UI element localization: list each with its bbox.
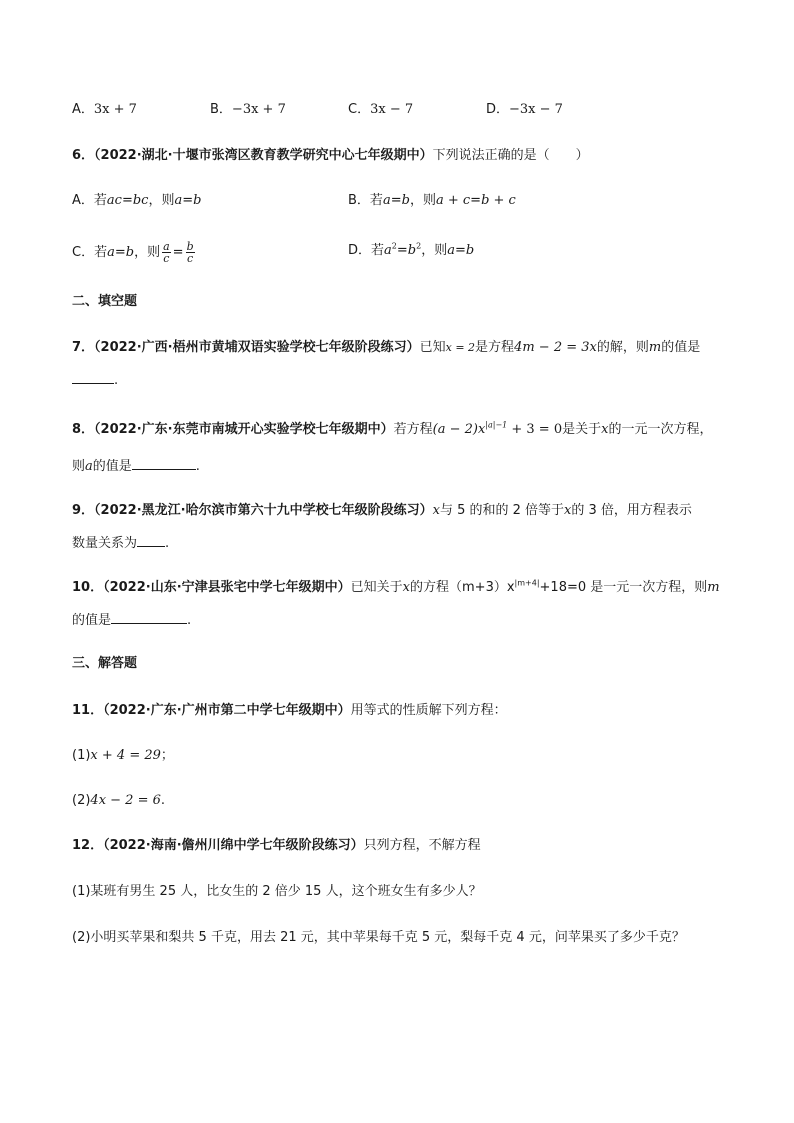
q6-option-a[interactable]: A．若ac=bc，则a=b xyxy=(72,193,202,208)
q6-c-fraction-2: $\frac{b}{c}$ xyxy=(186,240,194,265)
q5-option-b-expr: −3x + 7 xyxy=(231,102,286,117)
q6-source: （2022·湖北·十堰市张湾区教育教学研究中心七年级期中） xyxy=(94,148,433,163)
section-title-fill-in: 二、填空题 xyxy=(72,294,138,309)
q6-stem xyxy=(72,146,589,166)
q8-answer-blank[interactable] xyxy=(132,456,196,470)
q5-option-c-expr: 3x − 7 xyxy=(370,102,414,117)
q10-answer-line: 的值是 . xyxy=(72,610,191,631)
q11-stem: 11．（2022·广东·广州市第二中学七年级期中）用等式的性质解下列方程： xyxy=(72,703,507,718)
q6-option-d[interactable]: D．若$a^2=b^2$，则a=b xyxy=(348,241,475,258)
q11-part-2: (2)4x − 2 = 6. xyxy=(72,793,166,808)
q9-stem: 9．（2022·黑龙江·哈尔滨市第六十九中学校七年级阶段练习）x与 5 的和的 2 倍等于x的 3 倍，用方程表示 xyxy=(72,503,692,518)
q12-stem: 12．（2022·海南·儋州川绵中学七年级阶段练习）只列方程，不解方程 xyxy=(72,838,481,853)
q8-answer-line: 则a的值是 . xyxy=(72,456,200,477)
q5-option-d[interactable]: D．−3x − 7 xyxy=(486,102,563,117)
q5-option-c[interactable]: C．3x − 7 xyxy=(348,102,414,117)
q5-option-a-expr: 3x + 7 xyxy=(93,102,137,117)
section-title-solve: 三、解答题 xyxy=(72,656,138,671)
q12-part-2: (2)小明买苹果和梨共 5 千克，用去 21 元，其中苹果每千克 5 元，梨每千克 4 元，问苹果买了多少千克？ xyxy=(72,930,685,945)
q8-stem: 8．（2022·广东·东莞市南城开心实验学校七年级期中）若方程$(a - 2)x^{|a|-1} + 3 = 0$是关于x的一元一次方程， xyxy=(72,420,713,437)
q6-number: 6． xyxy=(72,148,95,163)
q5-option-d-expr: −3x − 7 xyxy=(509,102,563,117)
q10-answer-blank[interactable] xyxy=(111,610,187,624)
q12-part-1: (1)某班有男生 25 人，比女生的 2 倍少 15 人，这个班女生有多少人？ xyxy=(72,884,482,899)
q9-answer-line: 数量关系为 . xyxy=(72,533,169,554)
q11-part-1: (1)x + 4 = 29； xyxy=(72,748,174,763)
q7-stem: 7．（2022·广西·梧州市黄埔双语实验学校七年级阶段练习）已知x = 2是方程4m − 2 = 3x的解，则m的值是 xyxy=(72,340,701,355)
q6-c-fraction-1: $\frac{a}{c}$ xyxy=(163,240,170,265)
q5-option-a[interactable]: A．3x + 7 xyxy=(72,102,137,117)
q6-option-c[interactable]: C．若a=b，则 $\frac{a}{c}$ = $\frac{b}{c}$ xyxy=(72,240,194,265)
q6-option-b[interactable]: B．若a=b，则a + c=b + c xyxy=(348,193,516,208)
q7-answer-line: . xyxy=(72,370,118,391)
q9-answer-blank[interactable] xyxy=(137,533,165,547)
q6-question: 下列说法正确的是（ ） xyxy=(432,148,589,163)
q7-answer-blank[interactable] xyxy=(72,370,114,384)
q10-stem: 10．（2022·山东·宁津县张宅中学七年级期中）已知关于x的方程$(m+3)x^{|m+4|}+18=0$ 是一元一次方程，则m xyxy=(72,578,720,595)
q5-option-b[interactable]: B．−3x + 7 xyxy=(210,102,286,117)
